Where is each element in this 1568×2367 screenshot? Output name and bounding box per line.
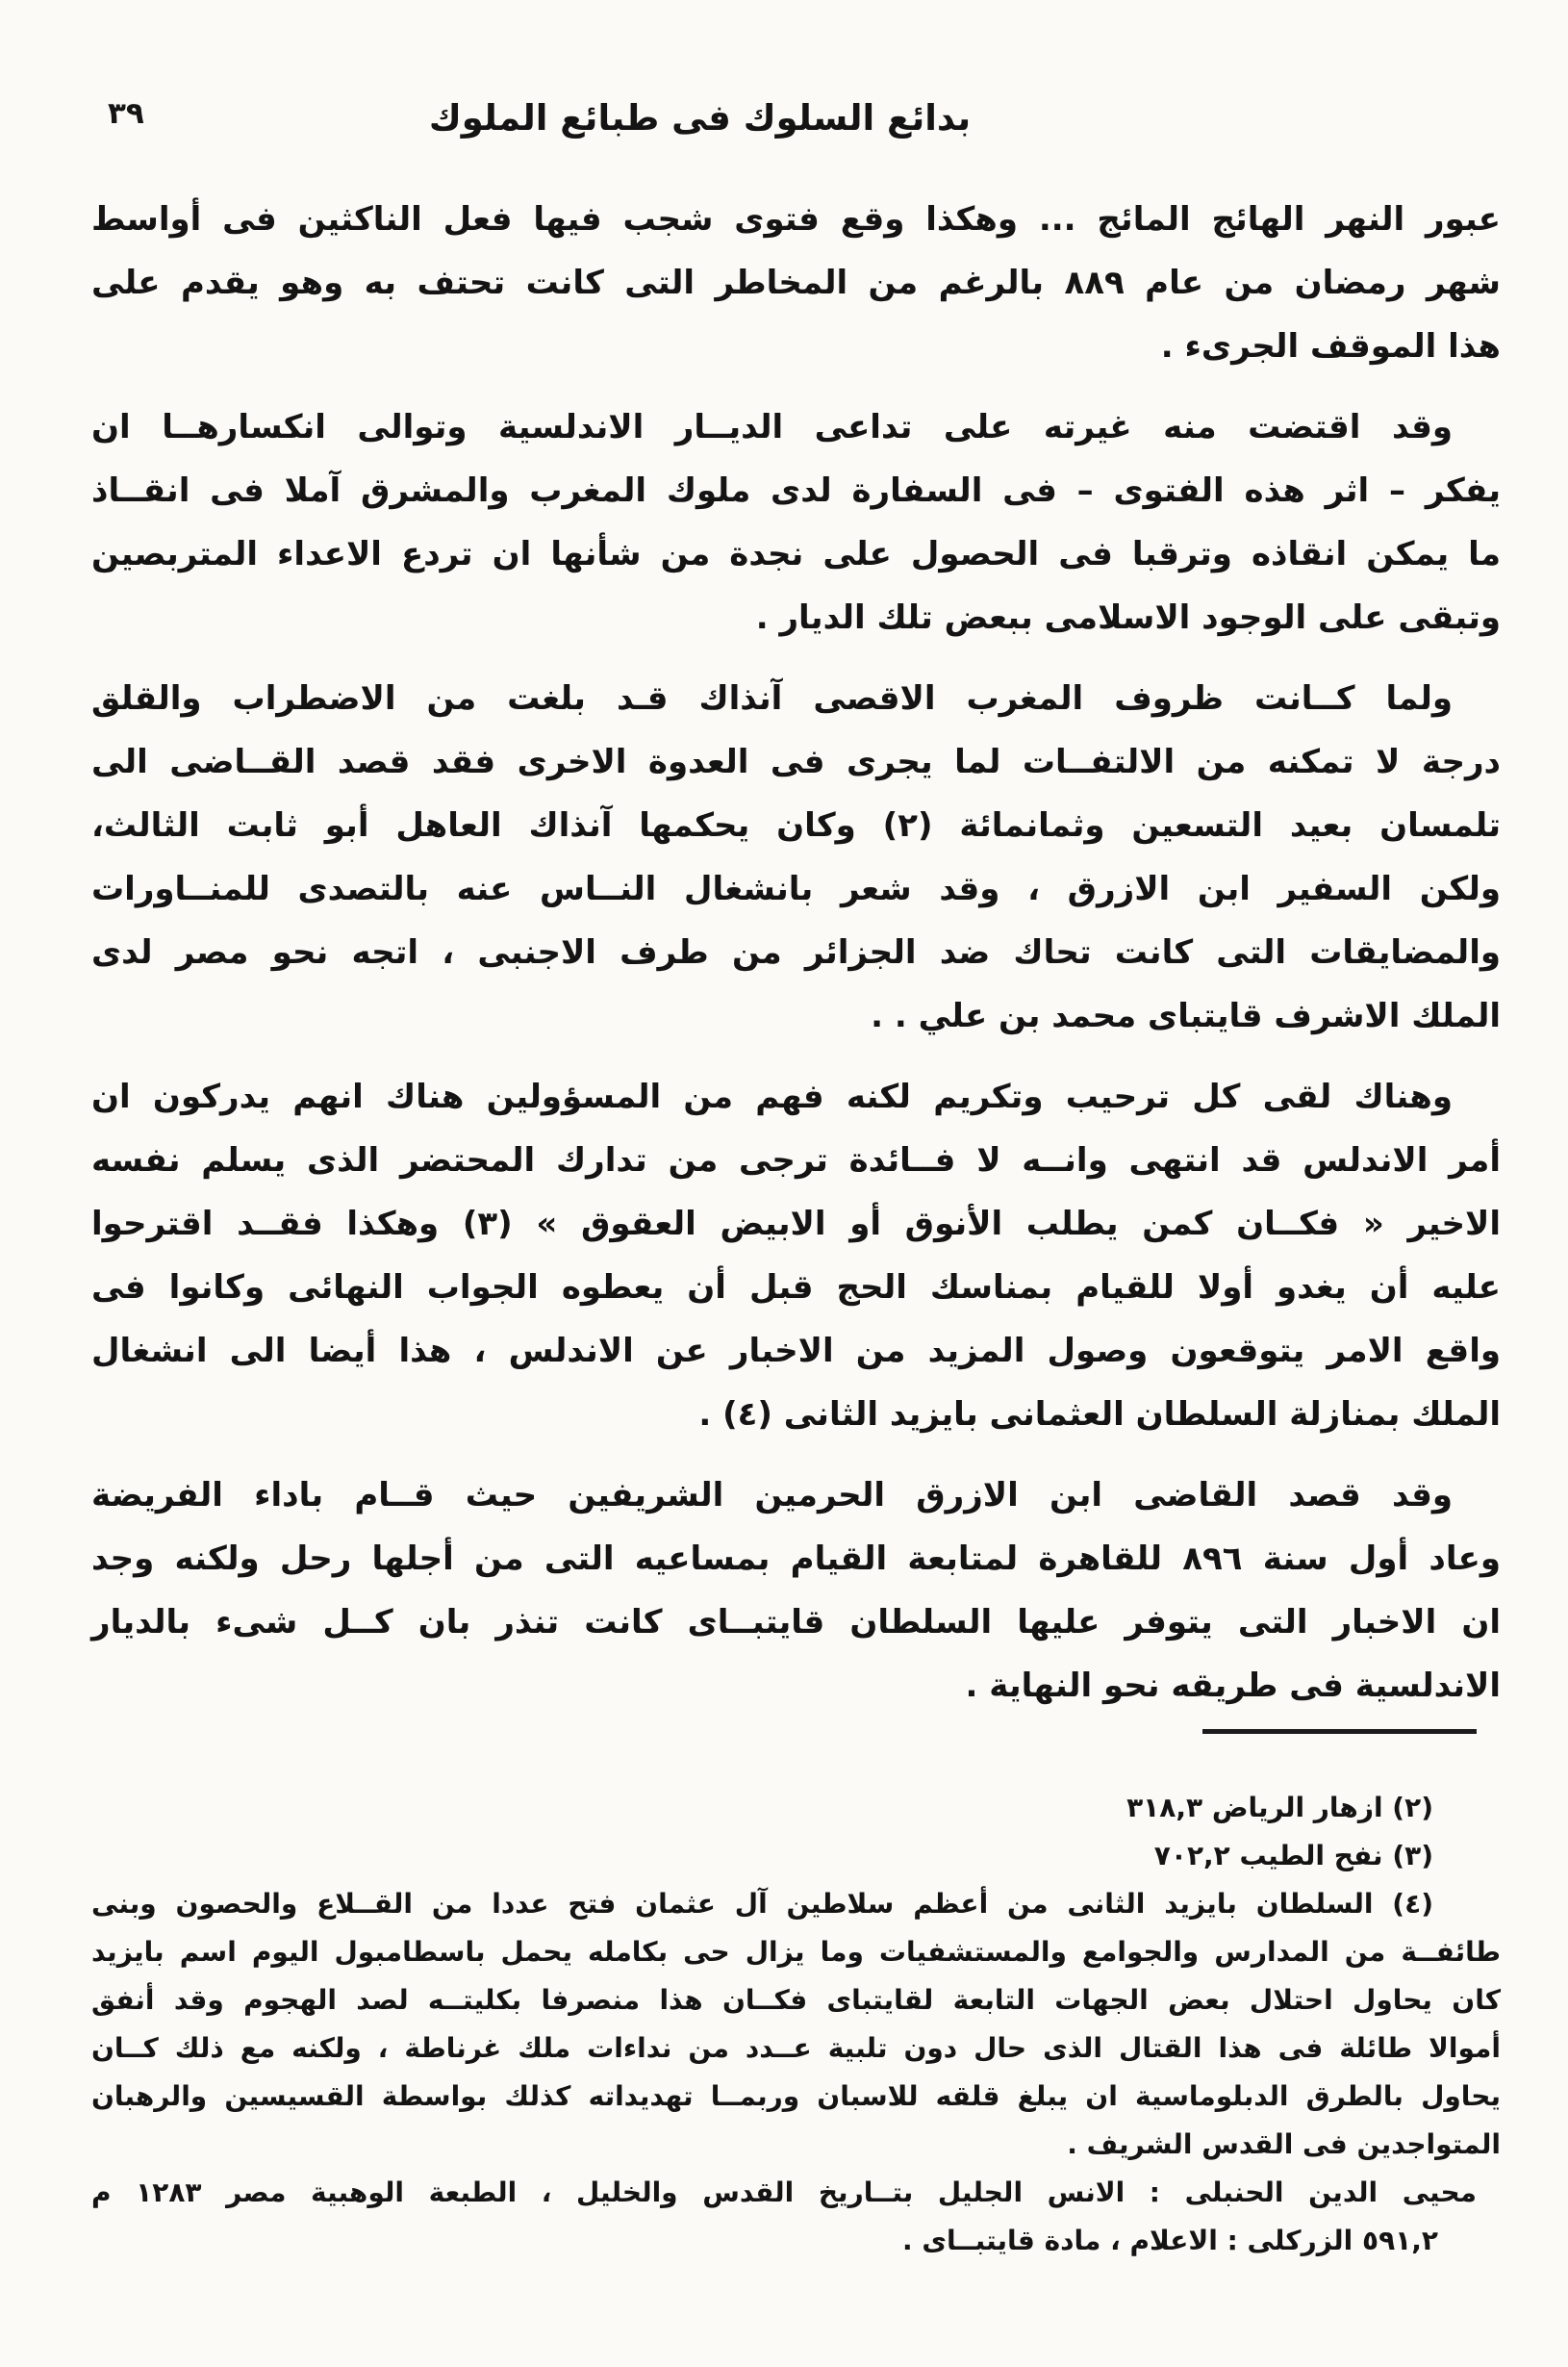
footnote-line: محيى الدين الحنبلى : الانس الجليل بتــاريخ القدس والخليل ، الطبعة الوهبية مصر ١٢٨٣ م bbox=[91, 2176, 1477, 2208]
body-line: هذا الموقف الجرىء . bbox=[1160, 327, 1501, 366]
body-line: تلمسان بعيد التسعين وثمانمائة (٢) وكان يحكمها آنذاك العاهل أبو ثابت الثالث، bbox=[91, 806, 1501, 845]
footnote-line: أموالا طائلة فى هذا القتال الذى حال دون تلبية عــدد من نداءات ملك غرناطة ، ولكنه مع ذلك كــان bbox=[91, 2032, 1501, 2064]
footnote-line: المتواجدين فى القدس الشريف . bbox=[1067, 2128, 1501, 2160]
page-number: ٣٩ bbox=[108, 96, 144, 131]
body-line: الاخير « فكــان كمن يطلب الأنوق أو الابيض العقوق » (٣) وهكذا فقــد اقترحوا bbox=[91, 1205, 1501, 1243]
body-line: ما يمكن انقاذه وترقبا فى الحصول على نجدة من شأنها ان تردع الاعداء المتربصين bbox=[91, 535, 1501, 573]
body-line: وهناك لقى كل ترحيب وتكريم لكنه فهم من المسؤولين هناك انهم يدركون ان bbox=[91, 1078, 1453, 1116]
body-line: الملك الاشرف قايتباى محمد بن علي . . bbox=[871, 997, 1501, 1035]
footnote bbox=[91, 1784, 1501, 1832]
footnote bbox=[91, 2169, 1501, 2265]
body-line: الاندلسية فى طريقه نحو النهاية . bbox=[965, 1667, 1501, 1705]
body-line: الملك بمنازلة السلطان العثمانى بايزيد الثانى (٤) . bbox=[698, 1395, 1501, 1434]
body-line: شهر رمضان من عام ٨٨٩ بالرغم من المخاطر التى كانت تحتف به وهو يقدم على bbox=[91, 264, 1501, 302]
footnote-line: (٣) نفح الطيب ٧٠٢,٢ bbox=[1153, 1840, 1433, 1871]
body-line: ان الاخبار التى يتوفر عليها السلطان قايتبــاى كانت تنذر بان كــل شىء بالديار bbox=[91, 1603, 1501, 1642]
body-line: وقد قصد القاضى ابن الازرق الحرمين الشريفين حيث قــام باداء الفريضة bbox=[91, 1476, 1453, 1514]
paragraph bbox=[91, 395, 1501, 649]
footnote-line: يحاول بالطرق الدبلوماسية ان يبلغ قلقه للاسبان وربمــا تهديداته كذلك بواسطة القسيسين والرهبان bbox=[91, 2080, 1501, 2112]
footnote-line: طائفــة من المدارس والجوامع والمستشفيات وما يزال حى بكامله يحمل باسطامبول اليوم اسم بايزيد bbox=[91, 1936, 1501, 1968]
footnote bbox=[91, 1880, 1501, 2169]
footnote-line: ٥٩١,٢ الزركلى : الاعلام ، مادة قايتبــاى . bbox=[901, 2225, 1438, 2256]
footnote-separator bbox=[1202, 1729, 1477, 1734]
body-line: والمضايقات التى كانت تحاك ضد الجزائر من طرف الاجنبى ، اتجه نحو مصر لدى bbox=[91, 933, 1501, 972]
body-line: ولكن السفير ابن الازرق ، وقد شعر بانشغال النــاس عنه بالتصدى للمنــاورات bbox=[91, 870, 1501, 908]
body-line: وعاد أول سنة ٨٩٦ للقاهرة لمتابعة القيام بمساعيه التى من أجلها رحل ولكنه وجد bbox=[91, 1540, 1501, 1578]
footnote-line: (٢) ازهار الرياض ٣١٨,٣ bbox=[1126, 1792, 1433, 1823]
footnotes bbox=[91, 1784, 1501, 2265]
footnote-line: كان يحاول احتلال بعض الجهات التابعة لقايتباى فكــان هذا منصرفا بكليتــه لصد الهجوم وقد أنفق bbox=[91, 1984, 1501, 2016]
page-title: بدائع السلوك فى طبائع الملوك bbox=[428, 97, 972, 139]
body-line: أمر الاندلس قد انتهى وانــه لا فــائدة ترجى من تدارك المحتضر الذى يسلم نفسه bbox=[91, 1141, 1501, 1180]
footnote-line: (٤) السلطان بايزيد الثانى من أعظم سلاطين آل عثمان فتح عددا من القــلاع والحصون وبنى bbox=[91, 1888, 1433, 1920]
footnote bbox=[91, 1832, 1501, 1880]
body-line: وتبقى على الوجود الاسلامى ببعض تلك الديار . bbox=[755, 598, 1501, 637]
body-line: يفكر – اثر هذه الفتوى – فى السفارة لدى ملوك المغرب والمشرق آملا فى انقــاذ bbox=[91, 471, 1501, 510]
body-line: وقد اقتضت منه غيرته على تداعى الديــار الاندلسية وتوالى انكسارهــا ان bbox=[91, 408, 1453, 446]
body-text bbox=[91, 188, 1501, 1718]
body-line: عبور النهر الهائج المائج ... وهكذا وقع فتوى شجب فيها فعل الناكثين فى أواسط bbox=[91, 200, 1501, 239]
body-line: عليه أن يغدو أولا للقيام بمناسك الحج قبل أن يعطوه الجواب النهائى وكانوا فى bbox=[91, 1268, 1501, 1307]
body-line: درجة لا تمكنه من الالتفــات لما يجرى فى العدوة الاخرى فقد قصد القــاضى الى bbox=[91, 743, 1501, 781]
paragraph bbox=[91, 188, 1501, 378]
body-line: واقع الامر يتوقعون وصول المزيد من الاخبار عن الاندلس ، هذا أيضا الى انشغال bbox=[91, 1332, 1501, 1370]
paragraph bbox=[91, 667, 1501, 1048]
paragraph bbox=[91, 1463, 1501, 1718]
body-line: ولما كــانت ظروف المغرب الاقصى آنذاك قـد بلغت من الاضطراب والقلق bbox=[91, 679, 1453, 718]
paragraph bbox=[91, 1065, 1501, 1446]
